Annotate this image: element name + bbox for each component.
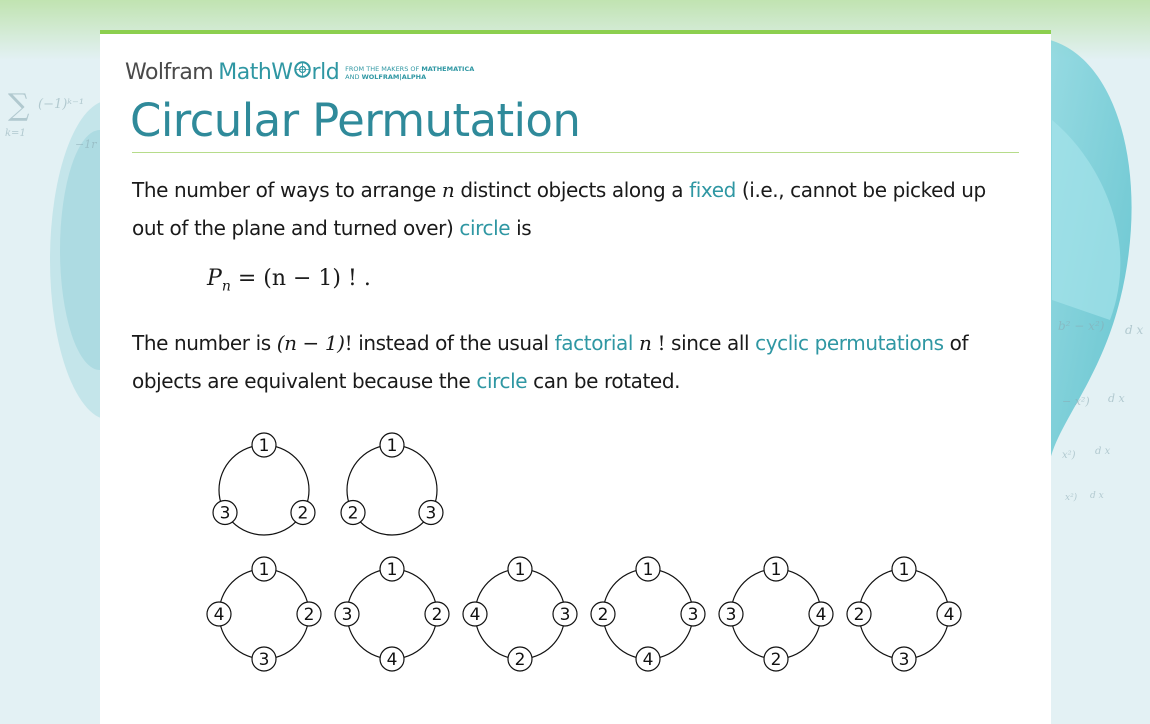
node-label-left: 3 [341, 605, 353, 625]
tagline-wolframalpha: WOLFRAM|ALPHA [361, 72, 427, 81]
math-factorial-sign: ! [344, 331, 353, 355]
node-label-bottom: 3 [258, 650, 270, 670]
node-label-top: 1 [898, 560, 910, 580]
node-label-right: 4 [943, 605, 955, 625]
para2-text-4: of objects are equivalent because the [132, 331, 969, 393]
svg-text:b² − x²): b² − x²) [1058, 319, 1105, 333]
link-fixed[interactable]: fixed [689, 178, 736, 202]
link-circle-2[interactable]: circle [476, 369, 528, 393]
ring-circle [603, 569, 693, 659]
math-factorial-sign-2: ! [651, 331, 666, 355]
para2-text-5: can be rotated. [527, 369, 681, 393]
ring-circle [475, 569, 565, 659]
permutation-ring-2-6 [847, 557, 961, 671]
svg-text:x²): x²) [1062, 450, 1076, 461]
math-n-2: n [639, 331, 652, 355]
tagline-line-1-text: FROM THE MAKERS OF [345, 65, 422, 73]
para2-text-2: instead of the usual [352, 331, 555, 355]
logo-tagline [345, 66, 474, 81]
page-title: Circular Permutation [130, 94, 581, 147]
svg-text:− x²): − x²) [1062, 395, 1090, 408]
paragraph-intro [132, 171, 1022, 247]
paragraph-explanation [132, 324, 1022, 400]
node-label-bottom: 4 [386, 650, 398, 670]
node-label-left: 2 [347, 503, 359, 524]
node-label-top: 1 [514, 560, 526, 580]
permutation-ring-2-2 [335, 557, 449, 671]
node-label-bottom: 3 [898, 650, 910, 670]
equation-circular-permutation [207, 266, 371, 294]
link-circle[interactable]: circle [459, 216, 511, 240]
svg-text:d x: d x [1125, 323, 1144, 337]
equation-lhs: P [207, 266, 222, 291]
para1-text-2: distinct objects along a [454, 178, 690, 202]
para2-text-3: since all [665, 331, 756, 355]
node-label-left: 4 [213, 605, 225, 625]
ring-circle [347, 569, 437, 659]
node-label-right: 3 [687, 605, 699, 625]
para1-text-1: The number of ways to arrange [132, 178, 442, 202]
para2-text-1: The number is [132, 331, 277, 355]
node-label-left: 3 [725, 605, 737, 625]
circular-permutation-diagram [190, 424, 970, 674]
node-label-left: 4 [469, 605, 481, 625]
permutation-ring-2-5 [719, 557, 833, 671]
permutation-ring-2-3 [463, 557, 577, 671]
logo-mathw-text: MathW [218, 60, 293, 85]
svg-text:d x: d x [1090, 491, 1104, 501]
permutation-ring-2-1 [207, 557, 321, 671]
content-card [100, 30, 1051, 724]
svg-text:k=1: k=1 [5, 128, 26, 139]
svg-text:(−1)ᵏ⁻¹: (−1)ᵏ⁻¹ [38, 97, 85, 112]
node-label-right: 2 [303, 605, 315, 625]
math-n-minus-1: (n − 1) [276, 331, 345, 355]
node-label-bottom: 2 [514, 650, 526, 670]
node-label-top: 1 [770, 560, 782, 580]
node-label-top: 1 [386, 436, 398, 456]
node-label-left: 2 [853, 605, 865, 625]
node-label-right: 3 [559, 605, 571, 625]
svg-text:−1r: −1r [75, 138, 97, 151]
permutation-ring-1-2 [341, 433, 443, 535]
node-label-top: 1 [642, 560, 654, 580]
equation-subscript: n [221, 278, 231, 295]
node-label-right: 2 [297, 503, 309, 524]
tagline-line-2-text: AND [345, 72, 362, 81]
svg-text:∑: ∑ [8, 88, 30, 123]
title-divider [132, 152, 1019, 153]
math-n: n [441, 178, 455, 202]
link-factorial[interactable]: factorial [554, 331, 634, 355]
node-label-right: 2 [431, 605, 443, 625]
node-label-top: 1 [258, 436, 270, 456]
logo-wolfram-text: Wolfram [125, 60, 214, 85]
logo-mathworld-text [218, 61, 339, 84]
para1-text-3: (i.e., cannot be picked up out of the plane and turned over) [132, 178, 986, 240]
ring-circle [219, 569, 309, 659]
globe-icon [294, 61, 311, 78]
node-label-right: 4 [815, 605, 827, 625]
node-label-top: 1 [386, 560, 398, 580]
ring-circle [731, 569, 821, 659]
svg-text:d x: d x [1108, 392, 1125, 405]
tagline-mathematica: MATHEMATICA [421, 65, 475, 73]
svg-text:d x: d x [1095, 446, 1111, 457]
link-cyclic-permutations[interactable]: cyclic permutations [755, 331, 944, 355]
svg-text:x²): x²) [1065, 493, 1078, 503]
node-label-left: 2 [597, 605, 609, 625]
node-label-left: 3 [219, 503, 231, 524]
node-label-top: 1 [258, 560, 270, 580]
logo-rld-text: rld [311, 60, 340, 85]
equation-rhs: = (n − 1) ! . [230, 266, 371, 291]
site-logo[interactable] [125, 61, 474, 84]
node-label-bottom: 2 [770, 650, 782, 670]
permutation-ring-2-4 [591, 557, 705, 671]
node-label-right: 3 [425, 503, 437, 524]
node-label-bottom: 4 [642, 650, 654, 670]
permutation-ring-1-1 [213, 433, 315, 535]
para1-text-4: is [510, 216, 532, 240]
ring-circle [859, 569, 949, 659]
